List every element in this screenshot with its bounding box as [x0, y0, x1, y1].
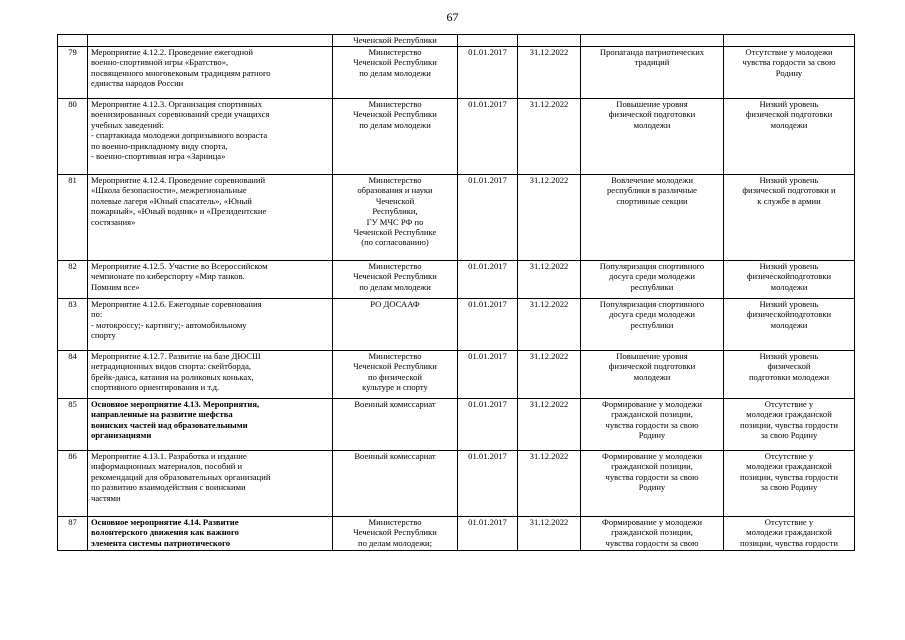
cell-num: 80	[58, 99, 88, 175]
cell-responsible-line: Чеченской Республики	[353, 57, 437, 68]
cell-consequence-line: Отсутствие у молодежи	[745, 47, 833, 57]
cell-responsible	[333, 351, 458, 399]
cell-consequence-line: физической подготовки и	[742, 185, 836, 196]
cell-name	[88, 35, 333, 47]
cell-result	[581, 35, 724, 47]
cell-result-line: Популяризация спортивного	[599, 261, 705, 271]
cell-start: 01.01.2017	[458, 299, 518, 351]
cell-result-line: молодежи	[633, 371, 671, 382]
cell-num: 85	[58, 399, 88, 451]
table-row	[58, 99, 855, 175]
cell-name-line: брейк-данса, катания на роликовых коньках,	[91, 371, 254, 382]
cell-name-line: Основное мероприятие 4.13. Мероприятия,	[91, 399, 260, 409]
cell-name	[88, 351, 333, 399]
cell-responsible-line: образования и науки	[357, 185, 433, 196]
cell-responsible	[333, 99, 458, 175]
cell-consequence	[724, 299, 855, 351]
cell-result-line: Формирование у молодежи	[602, 517, 702, 527]
cell-consequence	[724, 351, 855, 399]
cell-start: 01.01.2017	[458, 175, 518, 261]
cell-name	[88, 261, 333, 299]
cell-responsible-line: ГУ МЧС РФ по	[366, 216, 424, 227]
cell-num	[58, 35, 88, 47]
cell-consequence	[724, 517, 855, 551]
cell-name	[88, 99, 333, 175]
cell-name-line: Мероприятие 4.13.1. Разработка и издание	[91, 451, 247, 461]
cell-consequence	[724, 399, 855, 451]
cell-name-line: Мероприятие 4.12.5. Участие во Всероссийском	[91, 261, 268, 271]
cell-consequence-line: чувства гордости за свою	[742, 57, 836, 68]
cell-consequence-line: Низкий уровень	[759, 175, 819, 185]
cell-consequence-line: к службе в армии	[757, 195, 821, 206]
cell-num: 79	[58, 47, 88, 99]
table-row	[58, 47, 855, 99]
cell-consequence	[724, 451, 855, 517]
table-body	[58, 35, 855, 551]
cell-name-line: волонтерского движения как важного	[91, 527, 239, 538]
cell-responsible-line: Министерство	[368, 47, 422, 57]
cell-responsible	[333, 299, 458, 351]
cell-result-line: гражданской позиции,	[611, 409, 693, 420]
cell-name-line: чемпионате по киберспорту «Мир танков.	[91, 271, 245, 282]
cell-consequence-line: молодежи	[770, 119, 808, 130]
cell-consequence-line: молодежи гражданской	[746, 527, 832, 538]
cell-name-line: учебных заведений:	[91, 119, 164, 130]
cell-name-line: состязания»	[91, 216, 136, 227]
cell-responsible-line: Чеченской Республики	[353, 271, 437, 282]
cell-responsible-line: Министерство	[368, 99, 422, 109]
cell-consequence-line: молодежи	[770, 281, 808, 292]
table-row	[58, 451, 855, 517]
cell-result-line: республики	[630, 319, 674, 330]
table-row	[58, 175, 855, 261]
cell-result-line: Формирование у молодежи	[602, 451, 702, 461]
cell-name	[88, 451, 333, 517]
table-row	[58, 399, 855, 451]
cell-result-line: Пропаганда патриотических	[599, 47, 705, 57]
table-row-continuation	[58, 35, 855, 47]
cell-name-line: спортивного ориентирования и т.д.	[91, 382, 220, 393]
cell-responsible-line: Чеченской	[375, 195, 415, 206]
cell-name	[88, 47, 333, 99]
cell-name	[88, 299, 333, 351]
cell-result-line: чувства гордости за свою	[605, 537, 699, 548]
cell-responsible-line: Республики,	[372, 206, 418, 217]
cell-name-line: Мероприятие 4.12.4. Проведение соревнований	[91, 175, 266, 185]
cell-consequence-line: физической	[767, 361, 811, 372]
cell-end	[518, 35, 581, 47]
cell-end: 31.12.2022	[518, 175, 581, 261]
cell-consequence-line: позиции, чувства гордости	[740, 471, 838, 482]
cell-name-line: - мотокроссу;- картингу;- автомобильному	[91, 319, 247, 330]
cell-name-line: по развитию взаимодействия с воинскими	[91, 482, 246, 493]
cell-responsible	[333, 517, 458, 551]
cell-name-line: Мероприятие 4.12.7. Развитие на базе ДЮСШ	[91, 351, 261, 361]
cell-responsible-line: Чеченской Республике	[353, 227, 437, 238]
cell-name-line: полевые лагеря «Юный спасатель», «Юный	[91, 195, 252, 206]
cell-result	[581, 99, 724, 175]
cell-consequence-line: физическойподготовки	[746, 309, 832, 320]
cell-responsible	[333, 47, 458, 99]
cell-name-line: рекомендаций для образовательных организаций	[91, 471, 271, 482]
cell-name-line: нетрадиционных видов спорта: скейтборда,	[91, 361, 252, 372]
cell-name-line: частями	[91, 492, 121, 503]
cell-consequence-line: физической подготовки	[745, 109, 833, 120]
cell-consequence-line: Низкий уровень	[759, 99, 819, 109]
cell-num: 83	[58, 299, 88, 351]
cell-consequence-line: Отсутствие у	[764, 451, 814, 461]
cell-result-line: Популяризация спортивного	[599, 299, 705, 309]
cell-start: 01.01.2017	[458, 451, 518, 517]
table-row	[58, 351, 855, 399]
cell-end: 31.12.2022	[518, 99, 581, 175]
cell-name-line: «Школа безопасности», межрегиональные	[91, 185, 247, 196]
cell-result	[581, 399, 724, 451]
cell-result-line: Родину	[638, 430, 666, 441]
cell-result-line: Повышение уровня	[616, 99, 688, 109]
cell-name-line: - военно-спортивная игра «Зарница»	[91, 151, 226, 162]
cell-result-line: чувства гордости за свою	[605, 419, 699, 430]
cell-name-line: информационных материалов, пособий и	[91, 461, 243, 472]
cell-result-line: досуга среди молодежи	[609, 309, 695, 320]
cell-consequence	[724, 99, 855, 175]
cell-name-line: Помним все»	[91, 281, 140, 292]
cell-end: 31.12.2022	[518, 399, 581, 451]
cell-responsible-line: культуре и спорту	[362, 382, 428, 393]
cell-end: 31.12.2022	[518, 451, 581, 517]
cell-result-line: физической подготовки	[608, 109, 696, 120]
cell-result	[581, 261, 724, 299]
cell-result-line: республики	[630, 281, 674, 292]
cell-end: 31.12.2022	[518, 299, 581, 351]
cell-responsible	[333, 175, 458, 261]
cell-end: 31.12.2022	[518, 351, 581, 399]
table-row	[58, 517, 855, 551]
cell-name-line: военизированных соревнований среди учащихся	[91, 109, 270, 120]
cell-consequence	[724, 261, 855, 299]
cell-name-line: организациями	[91, 430, 152, 441]
cell-consequence-line: Низкий уровень	[759, 351, 819, 361]
cell-result-line: республики в различные	[607, 185, 697, 196]
cell-name-line: военно-спортивной игры «Братство»,	[91, 57, 229, 68]
cell-responsible: Чеченской Республики	[333, 35, 458, 47]
cell-name-line: воинских частей над образовательными	[91, 419, 248, 430]
cell-consequence-line: за свою Родину	[760, 482, 818, 493]
cell-consequence-line: Родину	[775, 67, 803, 78]
cell-consequence	[724, 175, 855, 261]
cell-name-line: по:	[91, 309, 103, 320]
cell-name	[88, 399, 333, 451]
cell-responsible-line: по делам молодежи;	[358, 537, 432, 548]
cell-name-line: - спартакиада молодежи допризывного возраста	[91, 130, 268, 141]
cell-consequence-line: Низкий уровень	[759, 299, 819, 309]
cell-consequence-line: молодежи	[770, 319, 808, 330]
cell-responsible-line: по делам молодежи	[359, 119, 431, 130]
cell-start: 01.01.2017	[458, 99, 518, 175]
cell-num: 82	[58, 261, 88, 299]
cell-result-line: Вовлечение молодежи	[611, 175, 693, 185]
cell-name-line: пожарный», «Юный водник» и «Президентские	[91, 206, 267, 217]
cell-responsible-line: РО ДОСААФ	[370, 299, 420, 309]
cell-consequence-line: молодежи гражданской	[746, 409, 832, 420]
cell-start	[458, 35, 518, 47]
cell-num: 86	[58, 451, 88, 517]
cell-consequence-line: Отсутствие у	[764, 399, 814, 409]
cell-start: 01.01.2017	[458, 351, 518, 399]
cell-name-line: Мероприятие 4.12.2. Проведение ежегодной	[91, 47, 254, 57]
cell-consequence-line: физическойподготовки	[746, 271, 832, 282]
cell-responsible-line: по делам молодежи	[359, 281, 431, 292]
cell-result	[581, 517, 724, 551]
cell-result-line: физической подготовки	[608, 361, 696, 372]
cell-consequence-line: позиции, чувства гордости	[740, 419, 838, 430]
cell-consequence-line: позиции, чувства гордости	[740, 537, 838, 548]
cell-responsible-line: (по согласованию)	[361, 237, 429, 248]
cell-name-line: Основное мероприятие 4.14. Развитие	[91, 517, 239, 527]
cell-result	[581, 351, 724, 399]
cell-responsible	[333, 261, 458, 299]
cell-result-line: спортивные секции	[616, 195, 688, 206]
cell-num: 81	[58, 175, 88, 261]
cell-consequence-line: за свою Родину	[760, 430, 818, 441]
cell-responsible-line: Чеченской Республики	[353, 109, 437, 120]
cell-result-line: досуга среди молодежи	[609, 271, 695, 282]
cell-start: 01.01.2017	[458, 399, 518, 451]
table-row	[58, 261, 855, 299]
cell-responsible-line: по физической	[367, 371, 422, 382]
cell-num: 87	[58, 517, 88, 551]
cell-end: 31.12.2022	[518, 261, 581, 299]
cell-result	[581, 451, 724, 517]
cell-responsible-line: Министерство	[368, 517, 422, 527]
cell-end: 31.12.2022	[518, 517, 581, 551]
cell-start: 01.01.2017	[458, 261, 518, 299]
cell-name	[88, 175, 333, 261]
cell-result-line: молодежи	[633, 119, 671, 130]
cell-consequence-line: подготовки молодежи	[748, 371, 830, 382]
cell-responsible-line: Чеченской Республики	[353, 527, 437, 538]
cell-end: 31.12.2022	[518, 47, 581, 99]
cell-result-line: Родину	[638, 482, 666, 493]
cell-name-line: направленные на развитие шефства	[91, 409, 233, 420]
cell-responsible	[333, 399, 458, 451]
cell-result-line: чувства гордости за свою	[605, 471, 699, 482]
program-table	[57, 34, 855, 551]
cell-name-line: единства народов России	[91, 78, 184, 89]
cell-start: 01.01.2017	[458, 517, 518, 551]
cell-result-line: гражданской позиции,	[611, 461, 693, 472]
page-number: 67	[446, 10, 459, 24]
cell-responsible-line: Министерство	[368, 175, 422, 185]
cell-result-line: Повышение уровня	[616, 351, 688, 361]
cell-result-line: Формирование у молодежи	[602, 399, 702, 409]
cell-responsible-line: Чеченской Республики	[353, 361, 437, 372]
cell-consequence	[724, 35, 855, 47]
cell-consequence	[724, 47, 855, 99]
cell-responsible-line: Военный комиссариат	[354, 399, 436, 409]
cell-responsible-line: Военный комиссариат	[354, 451, 436, 461]
cell-name-line: Мероприятие 4.12.6. Ежегодные соревнования	[91, 299, 262, 309]
cell-result	[581, 47, 724, 99]
cell-result-line: гражданской позиции,	[611, 527, 693, 538]
cell-name-line: Мероприятие 4.12.3. Организация спортивных	[91, 99, 263, 109]
cell-responsible-line: Министерство	[368, 261, 422, 271]
cell-responsible-line: Министерство	[368, 351, 422, 361]
cell-consequence-line: Низкий уровень	[759, 261, 819, 271]
cell-name-line: по военно-прикладному виду спорта,	[91, 140, 228, 151]
cell-responsible	[333, 451, 458, 517]
table-row	[58, 299, 855, 351]
cell-name-line: элемента системы патриотического	[91, 537, 231, 548]
cell-num: 84	[58, 351, 88, 399]
cell-name-line: спорту	[91, 330, 116, 341]
cell-name-line: посвященного многовековым традициям ратного	[91, 67, 271, 78]
cell-consequence-line: молодежи гражданской	[746, 461, 832, 472]
cell-consequence-line: Отсутствие у	[764, 517, 814, 527]
cell-result-line: традиций	[634, 57, 670, 68]
cell-start: 01.01.2017	[458, 47, 518, 99]
cell-name	[88, 517, 333, 551]
cell-result	[581, 299, 724, 351]
cell-responsible-line: по делам молодежи	[359, 67, 431, 78]
cell-result	[581, 175, 724, 261]
